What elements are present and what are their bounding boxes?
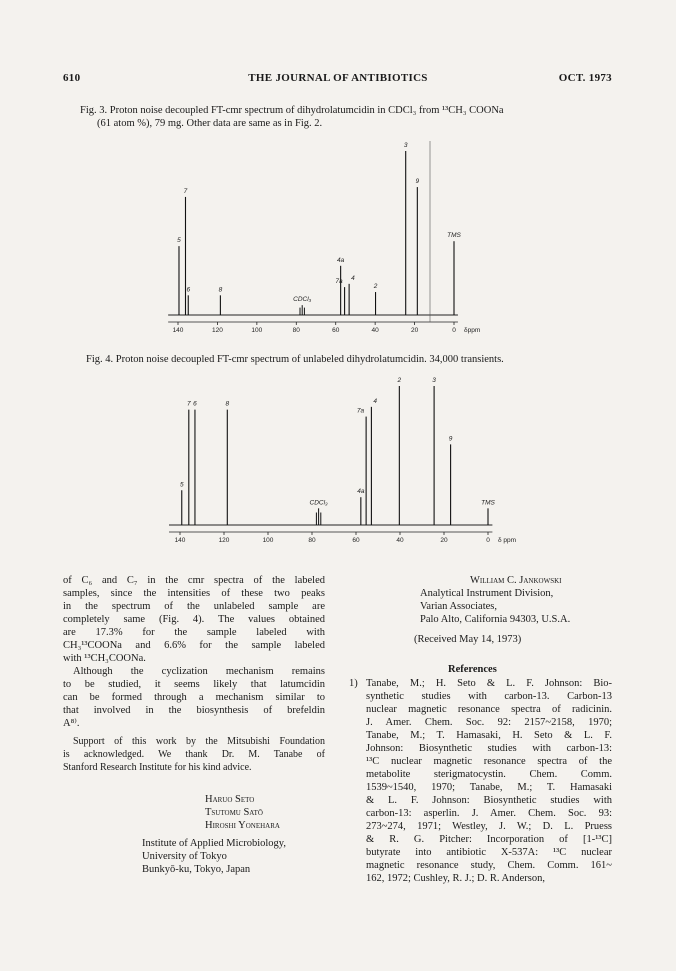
- ref-number: 1): [349, 678, 358, 689]
- peak-label: 6: [186, 286, 191, 294]
- ref-line: carbon-13: asperlin. J. Amer. Chem. Soc. 93:: [366, 808, 612, 819]
- peak-label: 6: [193, 400, 197, 408]
- affiliation-line: Varian Associates,: [420, 601, 497, 612]
- para2-line: A⁸⁾.: [63, 718, 80, 729]
- peak-label: 3: [403, 142, 408, 149]
- body-paragraph-1: [63, 574, 325, 665]
- para1-line: samples, since the intensities of these two peaks: [63, 588, 325, 599]
- ref-line: 273~274, 1971; Westley, J. W.; D. L. Pruess: [366, 821, 612, 832]
- peak-label: 4: [373, 397, 378, 405]
- ref-line: & L. F. Johnson: Biosynthetic studies with: [366, 795, 612, 806]
- ack-line: Stanford Research Institute for his kind advice.: [63, 762, 252, 773]
- x-unit-label: δppm: [464, 327, 481, 334]
- x-tick-label: 120: [211, 327, 223, 334]
- para1-line: in the spectrum of the unlabeled sample are: [63, 601, 325, 612]
- para2-line: Although the cyclization mechanism remains: [73, 666, 325, 677]
- ref-line: Tanabe, M.; T. Hamasaki, H. Seto & L. F.: [366, 730, 612, 741]
- affiliation-line: Analytical Instrument Division,: [420, 588, 554, 599]
- peak-label: 2: [397, 377, 402, 384]
- x-tick-label: 100: [251, 327, 263, 334]
- para1-line: CH₃¹³COONa and 6.6% for the sample labeled: [63, 640, 325, 651]
- ref-line: 1539~1540, 1970; Tanabe, M.; T. Hamasaki: [366, 782, 612, 793]
- ref-line: magnetic resonance study, Chem. Comm. 161~: [366, 860, 612, 871]
- acknowledgement: [63, 735, 325, 774]
- affiliation-line: Bunkyō-ku, Tokyo, Japan: [142, 864, 251, 875]
- body-paragraph-2: [63, 665, 325, 730]
- peak-label: 8: [225, 400, 230, 408]
- affiliation-line: University of Tokyo: [142, 851, 227, 862]
- received-date: (Received May 14, 1973): [414, 634, 522, 645]
- x-tick-label: 40: [396, 537, 404, 544]
- x-tick-label: 100: [262, 537, 274, 544]
- ack-line: is acknowledged. We thank Dr. M. Tanabe of: [63, 749, 325, 760]
- ref-line: J. Amer. Chem. Soc. 92: 2157~2158, 1970;: [366, 717, 612, 728]
- second-author: William C. Jankowski: [470, 575, 562, 586]
- journal-title: THE JOURNAL OF ANTIBIOTICS: [248, 72, 428, 84]
- page-number: 610: [63, 72, 81, 84]
- issue-date: OCT. 1973: [558, 72, 612, 84]
- x-tick-label: 60: [352, 537, 360, 544]
- x-unit-label: δ ppm: [498, 537, 517, 544]
- para2-line: to be studied, it seems likely that latumcidin: [63, 679, 325, 690]
- ref-line: synthetic studies with carbon-13. Carbon-13: [366, 691, 612, 702]
- peak-label: 4a: [357, 488, 365, 496]
- x-tick-label: 20: [440, 537, 448, 544]
- author-affiliation: [142, 837, 286, 876]
- peak-label: CDCl₃: [293, 296, 312, 304]
- reference-1: [366, 677, 612, 885]
- peak-label: 5: [177, 237, 181, 245]
- peak-label: 4: [351, 274, 355, 282]
- ref-line: butyrate into antibiotic X-537A: ¹³C nuclear: [366, 847, 612, 858]
- peak-label: 7: [186, 400, 191, 408]
- peak-label: CDCl₃: [309, 499, 328, 507]
- x-tick-label: 80: [308, 537, 316, 544]
- ref-line: nuclear magnetic resonance spectra of radicinin.: [366, 704, 612, 715]
- peak-label: 8: [218, 286, 223, 294]
- ref-line: ¹³C nuclear magnetic resonance spectra of the: [366, 756, 612, 767]
- x-tick-label: 0: [486, 537, 490, 544]
- fig3-spectrum: [0, 135, 676, 345]
- peak-label: 7: [183, 187, 188, 195]
- author-name: Tsutomu Satō: [205, 807, 263, 818]
- x-tick-label: 80: [292, 327, 300, 334]
- x-tick-label: 0: [452, 327, 456, 334]
- para2-line: can be formed through a mechanism similar to: [63, 692, 325, 703]
- para2-line: that involved in the biosynthesis of brefeldin: [63, 705, 325, 716]
- ref-line: & R. G. Pitcher: Incorporation of [1-¹³C]: [366, 834, 612, 845]
- x-tick-label: 60: [332, 327, 340, 334]
- ref-line: 162, 1972; Cushley, R. J.; D. R. Anderson,: [366, 873, 545, 884]
- x-tick-label: 20: [410, 327, 419, 334]
- fig3-caption-line1: Fig. 3. Proton noise decoupled FT-cmr spectrum of dihydrolatumcidin in CDCl₃ from ¹³CH₃ COONa: [80, 105, 504, 116]
- author-name: Haruo Seto: [205, 794, 255, 805]
- peak-label: 7a: [335, 278, 343, 286]
- affiliation-line: Institute of Applied Microbiology,: [142, 838, 286, 849]
- para1-line: completely same (Fig. 4). The values obtained: [63, 614, 325, 625]
- peak-label: 2: [373, 283, 378, 291]
- peak-label: 9: [415, 178, 420, 186]
- fig4-spectrum: [0, 374, 676, 556]
- peak-label: 4a: [337, 256, 345, 264]
- fig3-caption-line2: (61 atom %), 79 mg. Other data are same as in Fig. 2.: [97, 118, 323, 129]
- x-tick-label: 140: [174, 537, 186, 544]
- peak-label: 9: [448, 435, 453, 443]
- author-list: [205, 793, 280, 832]
- references-heading: References: [448, 664, 497, 675]
- peak-label: 5: [179, 481, 184, 489]
- para1-line: with ¹³CH₃COONa.: [63, 653, 146, 664]
- second-affiliation: [420, 587, 570, 626]
- para1-line: are 17.3% for the sample labeled with: [63, 627, 325, 638]
- x-tick-label: 140: [172, 327, 184, 334]
- x-tick-label: 120: [218, 537, 230, 544]
- para1-line: of C₆ and C₇ in the cmr spectra of the labeled: [63, 575, 325, 586]
- affiliation-line: Palo Alto, California 94303, U.S.A.: [420, 614, 571, 625]
- ref-line: Johnson: Biosynthetic studies with carbon-13:: [366, 743, 612, 754]
- author-name: Hiroshi Yonehara: [205, 820, 280, 831]
- ref-line: Tanabe, M.; H. Seto & L. F. Johnson: Bio-: [366, 678, 612, 689]
- x-tick-label: 40: [371, 327, 379, 334]
- fig4-caption: Fig. 4. Proton noise decoupled FT-cmr spectrum of unlabeled dihydrolatumcidin. 34,000 transients.: [86, 354, 504, 365]
- ref-line: metabolite sterigmatocystin. Chem. Comm.: [366, 769, 612, 780]
- peak-label: TMS: [447, 232, 461, 240]
- ack-line: Support of this work by the Mitsubishi Foundation: [73, 736, 325, 747]
- peak-label: TMS: [481, 499, 495, 507]
- peak-label: 3: [432, 377, 436, 384]
- peak-label: 7a: [356, 407, 365, 415]
